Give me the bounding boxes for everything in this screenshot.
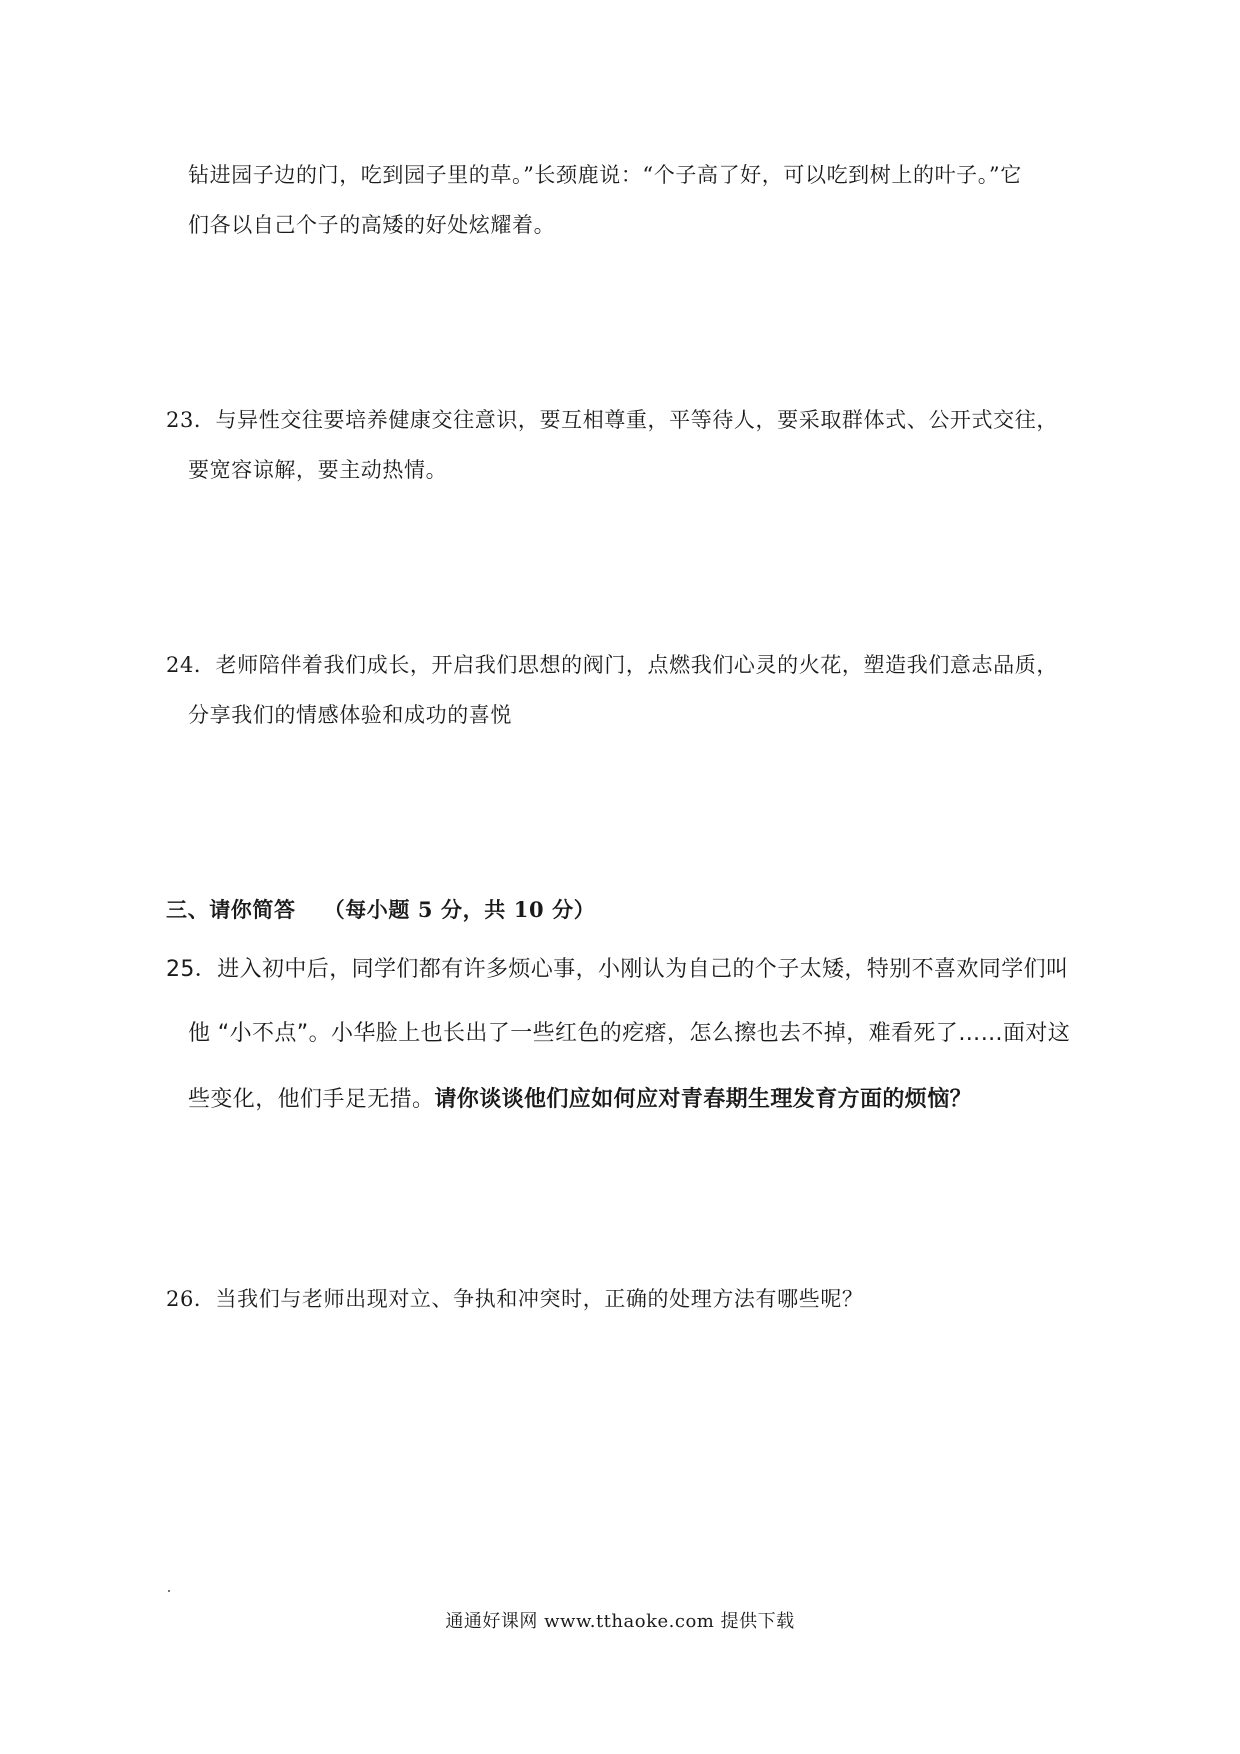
question-23-line-2: 要宽容谅解，要主动热情。 <box>188 458 448 482</box>
question-23-line-1: 23．与异性交往要培养健康交往意识，要互相尊重，平等待人，要采取群体式、公开式交往， <box>166 408 1058 432</box>
section-3-score: （每小题 5 分，共 10 分） <box>323 897 596 922</box>
question-25-line-1: 25．进入初中后，同学们都有许多烦心事，小刚认为自己的个子太矮，特别不喜欢同学们叫 <box>166 957 1069 982</box>
passage-tail-line-1: 钻进园子边的门，吃到园子里的草。”长颈鹿说：“个子高了好，可以吃到树上的叶子。”它 <box>188 163 1022 187</box>
page-footer: 通通好课网 www.tthaoke.com 提供下载 <box>445 1611 795 1632</box>
question-25-line-2: 他 “小不点”。小华脸上也长出了一些红色的疙瘩，怎么擦也去不掉，难看死了……面对这 <box>188 1021 1071 1046</box>
section-3-title: 三、请你简答 <box>166 897 296 922</box>
question-24-line-1: 24．老师陪伴着我们成长，开启我们思想的阀门，点燃我们心灵的火花，塑造我们意志品质， <box>166 653 1058 677</box>
question-26-line-1: 26．当我们与老师出现对立、争执和冲突时，正确的处理方法有哪些呢？ <box>166 1287 864 1311</box>
question-25-prompt: 请你谈谈他们应如何应对青春期生理发育方面的烦恼？ <box>434 1087 973 1112</box>
question-25-context: 些变化，他们手足无措。 <box>188 1087 435 1112</box>
section-3-heading <box>166 896 595 924</box>
scan-speck <box>168 1590 170 1592</box>
passage-tail-line-2: 们各以自己个子的高矮的好处炫耀着。 <box>188 213 556 237</box>
question-24-line-2: 分享我们的情感体验和成功的喜悦 <box>188 703 512 727</box>
question-25-line-3 <box>188 1086 972 1114</box>
